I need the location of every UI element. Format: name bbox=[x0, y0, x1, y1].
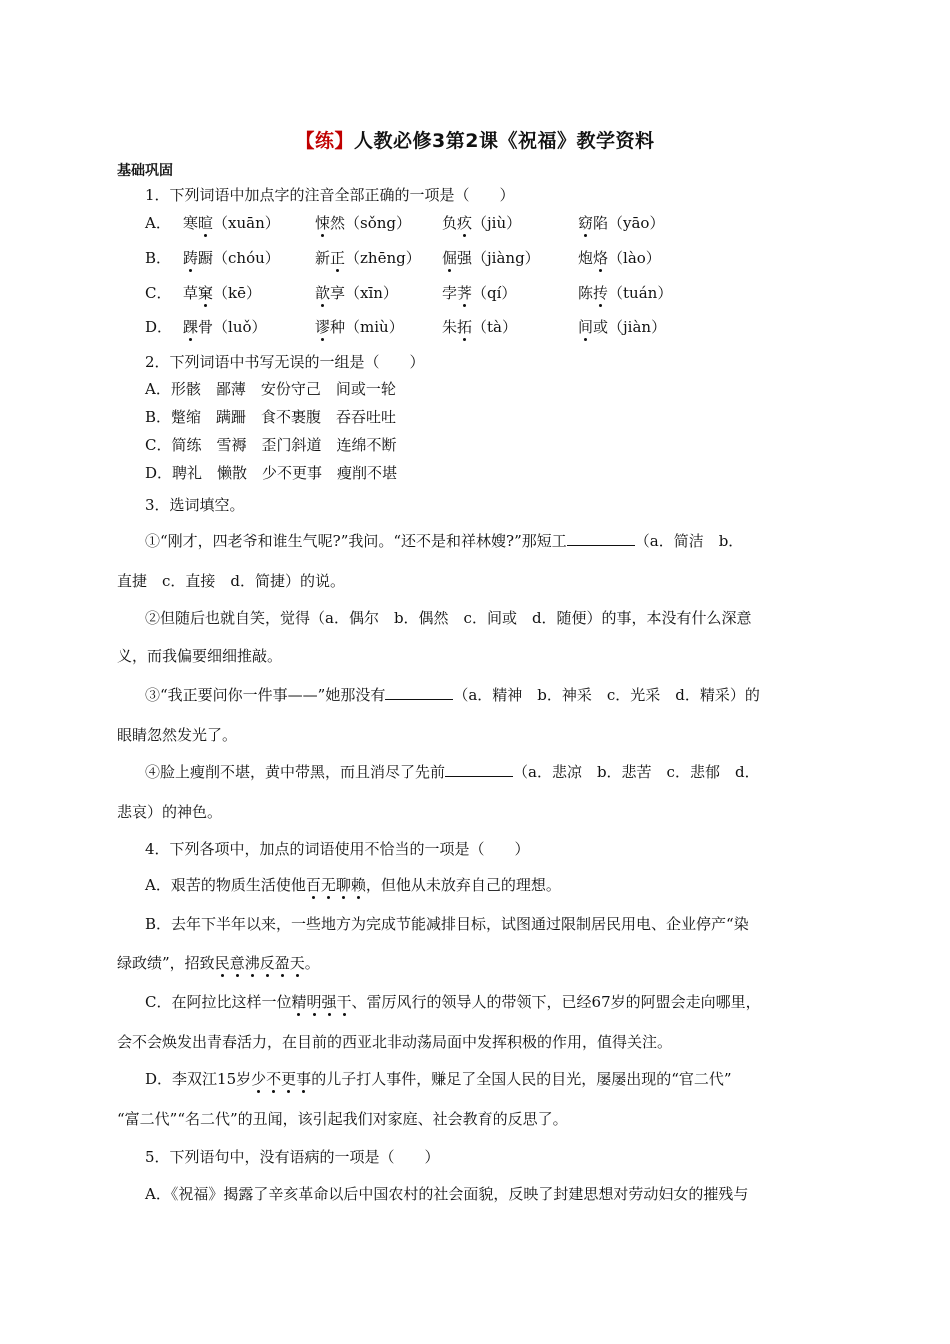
q2-option-d: D．聘礼 懒散 少不更事 瘦削不堪 bbox=[145, 464, 398, 482]
section-heading: 基础巩固 bbox=[117, 163, 173, 179]
q3-item3-line1 bbox=[145, 684, 760, 705]
q3-item2-line2: 义，而我偏要细细推敲。 bbox=[117, 647, 283, 665]
q3-blank-1[interactable] bbox=[567, 531, 635, 546]
q2-option-a: A．形骸 鄙薄 安份守己 间或一轮 bbox=[145, 380, 396, 398]
dotted-char: 窈 bbox=[578, 214, 594, 232]
q3-item4-line1 bbox=[145, 761, 760, 782]
q4-c-post: 、雷厉风行的领导人的带领下，已经67岁的阿盟会走向哪里， bbox=[351, 993, 761, 1011]
dotted-char: 干 bbox=[336, 993, 352, 1011]
q4-option-d-line1 bbox=[145, 1068, 732, 1089]
q4-b-post: 。 bbox=[304, 954, 320, 972]
dotted-char: 盈 bbox=[274, 954, 290, 972]
q3-item1-text: ①“刚才，四老爷和谁生气呢?”我问。“还不是和祥林嫂?”那短工 bbox=[145, 532, 567, 550]
q5-stem: 5．下列语句中，没有语病的一项是（ ） bbox=[145, 1148, 440, 1166]
q3-item3-line2: 眼睛忽然发光了。 bbox=[117, 726, 238, 744]
title-bracket: 【练】 bbox=[295, 130, 355, 152]
dotted-char: 民 bbox=[214, 954, 230, 972]
q4-stem: 4．下列各项中，加点的词语使用不恰当的一项是（ ） bbox=[145, 840, 530, 858]
q4-d-post: 的儿子打人事件，赚足了全国人民的目光，屡屡出现的“官二代” bbox=[311, 1070, 732, 1088]
dotted-char: 踝 bbox=[183, 318, 199, 336]
q3-blank-4[interactable] bbox=[445, 762, 513, 777]
dotted-char: 疚 bbox=[457, 214, 473, 232]
q3-item3-choices: （a．精神 b．神采 c．光采 d．精采）的 bbox=[453, 686, 760, 704]
dotted-char: 正 bbox=[330, 249, 346, 267]
q4-option-b-line1: B．去年下半年以来，一些地方为完成节能减排目标，试图通过限制居民用电、企业停产“染 bbox=[145, 915, 749, 933]
dotted-char: 无 bbox=[320, 876, 336, 894]
q3-item3-text: ③“我正要问你一件事——”她那没有 bbox=[145, 686, 386, 704]
q4-d-pre: D．李双江15岁 bbox=[145, 1070, 252, 1088]
q4-a-pre: A．艰苦的物质生活使他 bbox=[145, 876, 306, 894]
q1-word: 窈陷（yāo） bbox=[578, 214, 665, 232]
q2-option-c: C．简练 雪褥 歪门斜道 连绵不断 bbox=[145, 436, 397, 454]
dotted-char: 赖 bbox=[350, 876, 366, 894]
q1-word: 谬种（miù） bbox=[315, 318, 404, 336]
dotted-char: 意 bbox=[229, 954, 245, 972]
q3-item4-line2: 悲哀）的神色。 bbox=[117, 803, 223, 821]
dotted-char: 踌 bbox=[183, 249, 199, 267]
page-title bbox=[0, 126, 950, 153]
dotted-char: 少 bbox=[251, 1070, 267, 1088]
q3-item4-text: ④脸上瘦削不堪，黄中带黑，而且消尽了先前 bbox=[145, 763, 446, 781]
q3-blank-3[interactable] bbox=[385, 685, 453, 700]
dotted-char: 窠 bbox=[198, 284, 214, 302]
q1-word: 陈抟（tuán） bbox=[578, 284, 673, 302]
q1-word: 踌蹰（chóu） bbox=[183, 249, 280, 267]
q1-word: 踝骨（luǒ） bbox=[183, 318, 267, 336]
dotted-char: 拓 bbox=[457, 318, 473, 336]
q1-word: 炮烙（lào） bbox=[578, 249, 661, 267]
title-main: 人教必修3第2课《祝福》教学资料 bbox=[354, 130, 655, 152]
dotted-char: 间 bbox=[578, 318, 594, 336]
dotted-char: 聊 bbox=[335, 876, 351, 894]
q1-option-label: C． bbox=[145, 284, 172, 302]
q1-word: 寒暄（xuān） bbox=[183, 214, 280, 232]
dotted-char: 荠 bbox=[457, 284, 473, 302]
q4-option-c-line2: 会不会焕发出青春活力，在目前的西亚北非动荡局面中发挥积极的作用，值得关注。 bbox=[117, 1033, 673, 1051]
q1-option-label: A． bbox=[145, 214, 171, 232]
dotted-char: 更 bbox=[281, 1070, 297, 1088]
dotted-char: 天 bbox=[289, 954, 305, 972]
q4-option-c-line1 bbox=[145, 991, 761, 1012]
q3-item4-choices: （a．悲凉 b．悲苦 c．悲郁 d． bbox=[513, 763, 760, 781]
dotted-char: 不 bbox=[266, 1070, 282, 1088]
dotted-char: 抟 bbox=[593, 284, 609, 302]
q1-word: 悚然（sǒng） bbox=[315, 214, 412, 232]
q1-option-label: B． bbox=[145, 249, 172, 267]
q4-b-dotted-word bbox=[215, 954, 305, 972]
dotted-char: 事 bbox=[296, 1070, 312, 1088]
dotted-char: 烙 bbox=[593, 249, 609, 267]
q4-a-dotted-word bbox=[306, 876, 366, 894]
q4-b-pre: 绿政绩”，招致 bbox=[117, 954, 215, 972]
dotted-char: 明 bbox=[306, 993, 322, 1011]
dotted-char: 倔 bbox=[442, 249, 458, 267]
q4-option-d-line2: “富二代”“名二代”的丑闻，该引起我们对家庭、社会教育的反思了。 bbox=[117, 1110, 568, 1128]
dotted-char: 百 bbox=[305, 876, 321, 894]
dotted-char: 悚 bbox=[315, 214, 331, 232]
q4-c-pre: C．在阿拉比这样一位 bbox=[145, 993, 292, 1011]
dotted-char: 歆 bbox=[315, 284, 331, 302]
dotted-char: 沸 bbox=[244, 954, 260, 972]
q1-word: 孛荠（qí） bbox=[442, 284, 517, 302]
q4-c-dotted-word bbox=[291, 993, 351, 1011]
dotted-char: 谬 bbox=[315, 318, 331, 336]
dotted-char: 精 bbox=[291, 993, 307, 1011]
q2-option-b: B．蹩缩 蹒跚 食不裹腹 吞吞吐吐 bbox=[145, 408, 397, 426]
q1-word: 倔强（jiàng） bbox=[442, 249, 540, 267]
dotted-char: 反 bbox=[259, 954, 275, 972]
q3-stem: 3．选词填空。 bbox=[145, 496, 245, 514]
dotted-char: 强 bbox=[321, 993, 337, 1011]
q2-stem: 2．下列词语中书写无误的一组是（ ） bbox=[145, 353, 425, 371]
q1-word: 草窠（kē） bbox=[183, 284, 261, 302]
q4-d-dotted-word bbox=[251, 1070, 311, 1088]
q3-item1-choices: （a．简洁 b． bbox=[634, 532, 744, 550]
q3-item2-line1: ②但随后也就自笑，觉得（a．偶尔 b．偶然 c．间或 d．随便）的事，本没有什么深意 bbox=[145, 609, 752, 627]
q3-item1-line1 bbox=[145, 530, 743, 551]
q4-option-a bbox=[145, 874, 561, 895]
q1-word: 朱拓（tà） bbox=[442, 318, 518, 336]
q3-item1-line2: 直捷 c．直接 d．简捷）的说。 bbox=[117, 572, 346, 590]
q1-word: 间或（jiàn） bbox=[578, 318, 667, 336]
q1-word: 歆享（xīn） bbox=[315, 284, 398, 302]
q4-option-b-line2 bbox=[117, 952, 320, 973]
q1-word: 负疚（jiù） bbox=[442, 214, 522, 232]
q1-word: 新正（zhēng） bbox=[315, 249, 421, 267]
q4-a-post: ，但他从未放弃自己的理想。 bbox=[365, 876, 561, 894]
q1-stem: 1．下列词语中加点字的注音全部正确的一项是（ ） bbox=[145, 186, 515, 204]
q1-option-label: D． bbox=[145, 318, 173, 336]
q5-option-a: A．《祝福》揭露了辛亥革命以后中国农村的社会面貌，反映了封建思想对劳动妇女的摧残与 bbox=[145, 1185, 749, 1203]
dotted-char: 暄 bbox=[198, 214, 214, 232]
